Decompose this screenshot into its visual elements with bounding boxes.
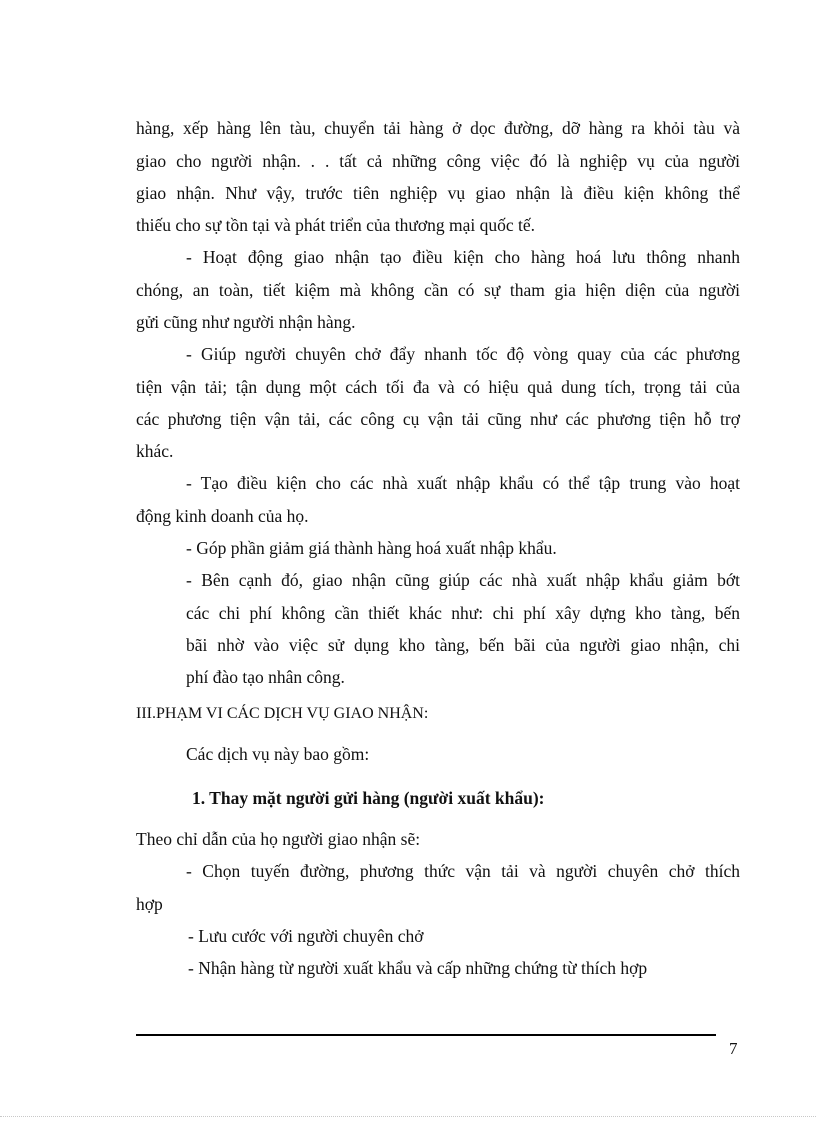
subheading: 1. Thay mặt người gửi hàng (người xuất khẩu):: [192, 788, 545, 808]
paragraph-line: - Góp phần giảm giá thành hàng hoá xuất nhập khẩu.: [186, 538, 557, 558]
section-intro: Các dịch vụ này bao gồm:: [186, 744, 370, 764]
paragraph-line: tiện vận tải; tận dụng một cách tối đa và có hiệu quả dung tích, trọng tải của: [136, 377, 740, 397]
instruction-intro: Theo chỉ dẫn của họ người giao nhận sẽ:: [136, 829, 421, 849]
paragraph-line: động kinh doanh của họ.: [136, 506, 309, 526]
paragraph-line: giao cho người nhận. . . tất cả những công việc đó là nghiệp vụ của người: [136, 151, 740, 171]
paragraph-line: thiếu cho sự tồn tại và phát triển của thương mại quốc tế.: [136, 215, 536, 235]
section-heading: III.PHẠM VI CÁC DỊCH VỤ GIAO NHẬN:: [136, 705, 429, 722]
footer-rule: [136, 1034, 716, 1036]
paragraph-line: gửi cũng như người nhận hàng.: [136, 312, 356, 332]
paragraph-line: các phương tiện vận tải, các công cụ vận tải cũng như các phương tiện hỗ trợ: [136, 409, 740, 429]
paragraph-line: khác.: [136, 441, 174, 461]
page-number: 7: [729, 1039, 738, 1058]
paragraph-line: - Hoạt động giao nhận tạo điều kiện cho hàng hoá lưu thông nhanh: [186, 247, 740, 267]
list-item: - Chọn tuyến đường, phương thức vận tải và người chuyên chở thích: [186, 861, 740, 881]
paragraph-line: phí đào tạo nhân công.: [186, 667, 345, 687]
page-edge-dotted-line: [0, 1116, 816, 1117]
paragraph-line: - Tạo điều kiện cho các nhà xuất nhập khẩu có thể tập trung vào hoạt: [186, 473, 740, 493]
list-item: - Lưu cước với người chuyên chở: [188, 926, 424, 946]
paragraph-line: - Giúp người chuyên chở đẩy nhanh tốc độ vòng quay của các phương: [186, 344, 740, 364]
paragraph-line: hàng, xếp hàng lên tàu, chuyển tải hàng ở dọc đường, dỡ hàng ra khỏi tàu và: [136, 118, 740, 138]
paragraph-line: các chi phí không cần thiết khác như: chi phí xây dựng kho tàng, bến: [186, 603, 740, 623]
list-item: hợp: [136, 894, 163, 914]
paragraph-line: - Bên cạnh đó, giao nhận cũng giúp các nhà xuất nhập khẩu giảm bớt: [186, 570, 740, 590]
paragraph-line: giao nhận. Như vậy, trước tiên nghiệp vụ giao nhận là điều kiện không thể: [136, 183, 740, 203]
paragraph-line: bãi nhờ vào việc sử dụng kho tàng, bến bãi của người giao nhận, chi: [186, 635, 740, 655]
paragraph-line: chóng, an toàn, tiết kiệm mà không cần có sự tham gia hiện diện của người: [136, 280, 740, 300]
list-item: - Nhận hàng từ người xuất khẩu và cấp những chứng từ thích hợp: [188, 958, 648, 978]
